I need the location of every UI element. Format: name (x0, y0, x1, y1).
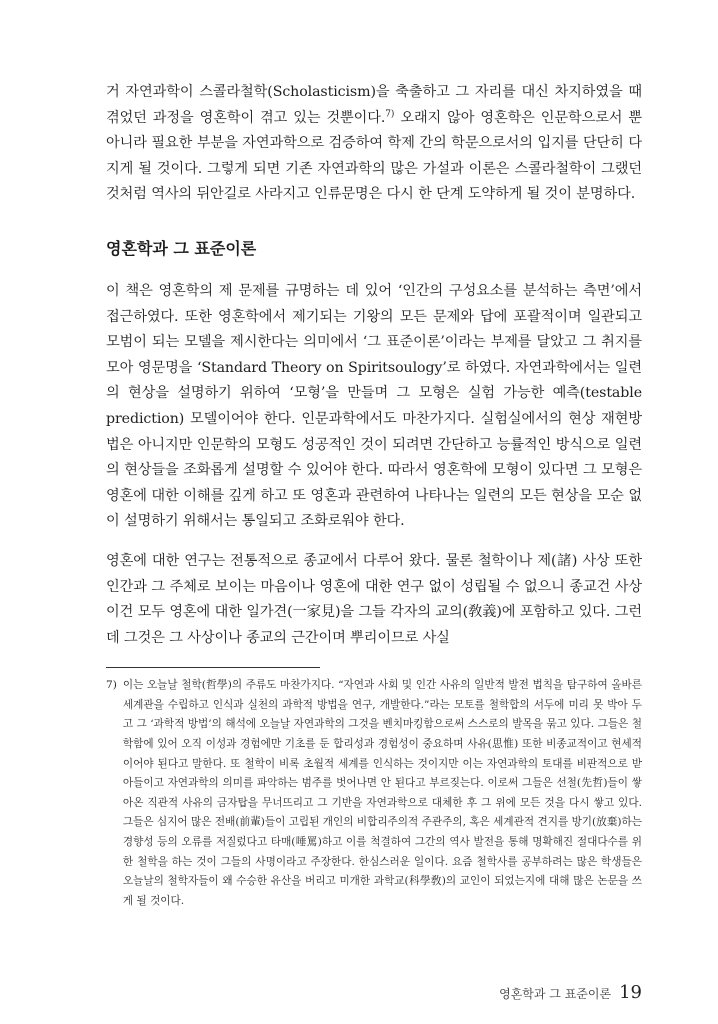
section-heading: 영혼학과 그 표준이론 (106, 238, 257, 258)
page-number: 19 (619, 982, 642, 1003)
page-footer (499, 982, 642, 1003)
body-paragraph-1 (106, 80, 642, 208)
footnote-divider (106, 667, 320, 668)
footnote-reference-7[interactable]: 7) (385, 108, 395, 119)
footnote-mark: 7) (106, 679, 117, 692)
body-paragraph-2: 이 책은 영혼학의 제 문제를 규명하는 데 있어 ‘인간의 구성요소를 분석하는 측면’에서 접근하였다. 또한 영혼학에서 제기되는 기왕의 모든 문제와 답에 포괄적이며 일관되고 모범이 되는 모델을 제시한다는 의미에서 ‘그 표준이론’이라는 부제를 달았고 그 취지를 모아 영문명을 ‘Standard Theory on Spiritsoulogy’로 하였다. 자연과학에서는 일련의 현상을 설명하기 위하여 ‘모형’을 만들며 그 모형은 실험 가능한 예측(testable prediction) 모델이어야 한다. 인문과학에서도 마찬가지다. 실험실에서의 현상 재현방법은 아니지만 인문학의 모형도 성공적인 것이 되려면 간단하고 능률적인 방식으로 일련의 현상들을 조화롭게 설명할 수 있어야 한다. 따라서 영혼학에 모형이 있다면 그 모형은 영혼에 대한 이해를 깊게 하고 또 영혼과 관련하여 나타나는 일련의 모든 현상을 모순 없이 설명하기 위해서는 통일되고 조화로워야 한다. (106, 282, 642, 530)
footnote-text: 이는 오늘날 철학(哲學)의 주류도 마찬가지다. “자연과 사회 및 인간 사유의 일반적 발전 법칙을 탐구하여 올바른 세계관을 수립하고 인식과 실천의 과학적 방법을 연구, 개발한다.”라는 모토를 철학합의 서두에 미리 못 박아 두고 그 ‘과학적 방법’의 해석에 오늘날 자연과학의 그것을 벤치마킹함으로써 스스로의 발목을 묶고 있다. 그들은 철학함에 있어 오직 이성과 경험에만 기초를 둔 합리성과 경험성이 중요하며 사유(思惟) 또한 비종교적이고 현세적이어야 된다고 말한다. 또 철학이 비록 초월적 세계를 인식하는 것이지만 이는 자연과학의 토대를 비판적으로 받아들이고 자연과학의 의미를 파악하는 범주를 벗어나면 안 된다고 부르짖는다. 이로써 그들은 선철(先哲)들이 쌓아온 직관적 사유의 금자탑을 무너뜨리고 그 기반을 자연과학으로 대체한 후 그 위에 모든 것을 다시 쌓고 있다. 그들은 심지어 많은 전배(前輩)들이 고립된 개인의 비합리주의적 주관주의, 혹은 세계관적 견지를 방기(放棄)하는 경향성 등의 오류를 저질렀다고 타매(唾罵)하고 이를 척결하여 그간의 역사 발전을 통해 명확해진 절대다수를 위한 철학을 하는 것이 그들의 사명이라고 주장한다. 한심스러운 일이다. 요즘 철학사를 공부하려는 많은 학생들은 오늘날의 철학자들이 왜 수승한 유산을 버리고 미개한 과학교(科學敎)의 교인이 되었는지에 대해 많은 논문을 쓰게 될 것이다. (122, 679, 642, 907)
page-content (106, 80, 642, 911)
body-paragraph-3: 영혼에 대한 연구는 전통적으로 종교에서 다루어 왔다. 물론 철학이나 제(諸) 사상 또한 인간과 그 주체로 보이는 마음이나 영혼에 대한 연구 없이 성립될 수 없으니 종교건 사상이건 모두 영혼에 대한 일가견(一家見)을 그들 각자의 교의(敎義)에 포함하고 있다. 그런데 그것은 그 사상이나 종교의 근간이며 뿌리이므로 사실 (106, 552, 642, 646)
paragraph-1-text-continued: 오래지 않아 영혼학은 인문학으로서 뿐 아니라 필요한 부분을 자연과학으로 검증하여 학제 간의 학문으로서의 입지를 단단히 다지게 될 것이다. 그렇게 되면 기존 자연과학의 많은 가설과 이론은 스콜라철학이 그랬던 것처럼 역사의 뒤안길로 사라지고 인류문명은 다시 한 단계 도약하게 될 것이 분명하다. (106, 109, 643, 203)
footnote-7 (106, 676, 642, 911)
running-title: 영혼학과 그 표준이론 (499, 987, 612, 1001)
paragraph-1-text: 거 자연과학이 스콜라철학(Scholasticism)을 축출하고 그 자리를 대신 차지하였을 때 겪었던 과정을 영혼학이 겪고 있는 것뿐이다. (106, 84, 642, 126)
